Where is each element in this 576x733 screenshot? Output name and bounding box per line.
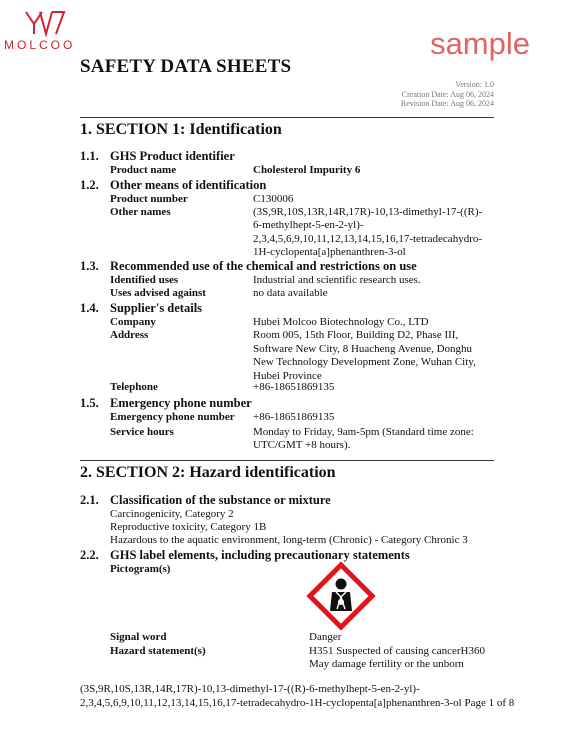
telephone-label: Telephone bbox=[110, 381, 158, 393]
identified-uses-value: Industrial and scientific research uses. bbox=[253, 274, 421, 286]
product-name-value: Cholesterol Impurity 6 bbox=[253, 164, 361, 176]
sample-watermark: sample bbox=[430, 26, 530, 61]
other-names-label: Other names bbox=[110, 206, 171, 218]
hazard-statement-value: H351 Suspected of causing cancerH360 May damage fertility or the unborn bbox=[309, 645, 485, 671]
address-value: Room 005, 15th Floor, Building D2, Phase III, Software New City, 8 Huacheng Avenue, Donghu New Technology Development Zone, Wuhan City, Hubei Province bbox=[253, 329, 476, 382]
address-label: Address bbox=[110, 329, 149, 341]
subsection-1-4: 1.4. Supplier's details bbox=[80, 301, 203, 315]
uses-advised-value: no data available bbox=[253, 287, 328, 299]
molcoo-logo-icon bbox=[24, 10, 68, 38]
telephone-value: +86-18651869135 bbox=[253, 381, 335, 393]
section-1-heading: 1. SECTION 1: Identification bbox=[80, 121, 282, 138]
pictogram-label: Pictogram(s) bbox=[110, 563, 171, 575]
section-divider bbox=[80, 460, 494, 461]
emergency-phone-label: Emergency phone number bbox=[110, 411, 235, 423]
version: Version: 1.0 bbox=[455, 80, 494, 89]
service-hours-label: Service hours bbox=[110, 426, 174, 438]
logo-wordmark: MOLCOO bbox=[4, 38, 76, 52]
document-title: SAFETY DATA SHEETS bbox=[80, 56, 292, 77]
subsection-1-2: 1.2. Other means of identification bbox=[80, 178, 267, 192]
classification-item: Hazardous to the aquatic environment, long-term (Chronic) - Category Chronic 3 bbox=[110, 533, 468, 546]
subsection-1-1: 1.1. GHS Product identifier bbox=[80, 149, 235, 163]
classification-list bbox=[110, 508, 468, 546]
signal-word-label: Signal word bbox=[110, 631, 167, 643]
footer-line: 2,3,4,5,6,9,10,11,12,13,14,15,16,17-tetradecahydro-1H-cyclopenta[a]phenanthren-3-ol Page 1 of 8 bbox=[80, 697, 515, 709]
emergency-phone-value: +86-18651869135 bbox=[253, 411, 335, 423]
company-value: Hubei Molcoo Biotechnology Co., LTD bbox=[253, 316, 429, 328]
section-2-heading: 2. SECTION 2: Hazard identification bbox=[80, 464, 336, 481]
section-divider bbox=[80, 117, 494, 118]
classification-item: Reproductive toxicity, Category 1B bbox=[110, 520, 267, 533]
subsection-1-3: 1.3. Recommended use of the chemical and restrictions on use bbox=[80, 259, 417, 273]
uses-advised-label: Uses advised against bbox=[110, 287, 206, 299]
subsection-2-1: 2.1. Classification of the substance or mixture bbox=[80, 493, 331, 507]
subsection-1-5: 1.5. Emergency phone number bbox=[80, 396, 252, 410]
health-hazard-icon bbox=[306, 561, 376, 631]
signal-word-value: Danger bbox=[309, 631, 342, 643]
page-footer bbox=[80, 682, 514, 710]
revision-date: Revision Date: Aug 06, 2024 bbox=[400, 99, 494, 108]
product-name-label: Product name bbox=[110, 164, 177, 176]
other-names-value: (3S,9R,10S,13R,14R,17R)-10,13-dimethyl-17-((R)- 6-methylhept-5-en-2-yl)- 2,3,4,5,6,9,10,11,12,13,14,15,16,17-tetradecahydro- 1H-cyclopenta[a]phenanthren-3-ol bbox=[253, 206, 483, 259]
company-label: Company bbox=[110, 316, 156, 328]
service-hours-value: Monday to Friday, 9am-5pm (Standard time zone: UTC/GMT +8 hours). bbox=[253, 426, 474, 452]
version-info bbox=[401, 80, 494, 109]
product-number-label: Product number bbox=[110, 193, 188, 205]
subsection-2-2: 2.2. GHS label elements, including precautionary statements bbox=[80, 548, 410, 562]
hazard-statement-label: Hazard statement(s) bbox=[110, 645, 206, 657]
footer-line: (3S,9R,10S,13R,14R,17R)-10,13-dimethyl-17-((R)-6-methylhept-5-en-2-yl)- bbox=[80, 683, 420, 695]
product-number-value: C130006 bbox=[253, 193, 294, 205]
identified-uses-label: Identified uses bbox=[110, 274, 179, 286]
creation-date: Creation Date: Aug 06, 2024 bbox=[401, 89, 494, 99]
classification-item: Carcinogenicity, Category 2 bbox=[110, 508, 234, 520]
